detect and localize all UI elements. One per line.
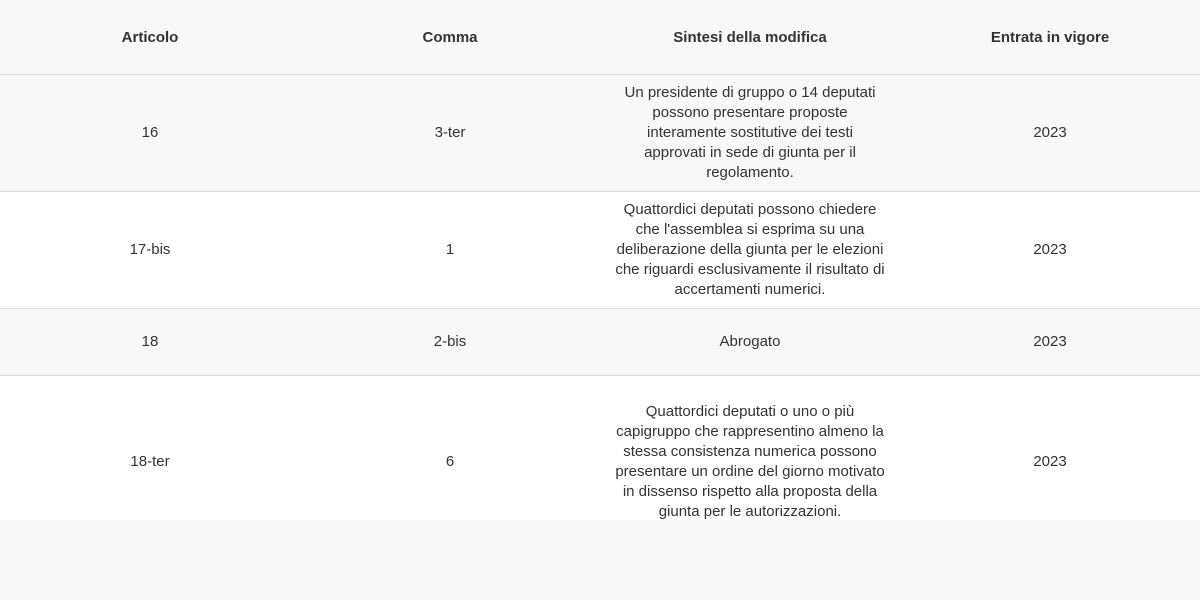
cell-vigore: 2023 (900, 75, 1200, 192)
cell-articolo: 16 (0, 75, 300, 192)
header-entrata-in-vigore: Entrata in vigore (900, 0, 1200, 75)
sintesi-text: Quattordici deputati o uno o più capigruppo che rappresentino almeno la stessa consistenza numerica possono presentare un ordine del giorno motivato in dissenso rispetto alla proposta della giunta per le autorizzazioni. (615, 403, 885, 520)
table-row (0, 192, 1200, 309)
cell-comma: 3-ter (300, 75, 600, 192)
cell-vigore: 2023 (900, 309, 1200, 376)
cell-sintesi (600, 192, 900, 309)
table-row (0, 75, 1200, 192)
header-sintesi: Sintesi della modifica (600, 0, 900, 75)
sintesi-text: Un presidente di gruppo o 14 deputati possono presentare proposte interamente sostitutive dei testi approvati in sede di giunta per il regolamento. (624, 84, 876, 181)
cell-comma: 2-bis (300, 309, 600, 376)
table-header-row (0, 0, 1200, 75)
sintesi-text: Quattordici deputati possono chiedere che l'assemblea si esprima su una deliberazione della giunta per le elezioni che riguardi esclusivamente il risultato di accertamenti numerici. (615, 201, 885, 298)
cell-sintesi (600, 75, 900, 192)
cell-articolo: 18-ter (0, 376, 300, 521)
cell-articolo: 17-bis (0, 192, 300, 309)
cell-vigore: 2023 (900, 192, 1200, 309)
header-articolo: Articolo (0, 0, 300, 75)
cell-articolo: 18 (0, 309, 300, 376)
cell-sintesi (600, 376, 900, 521)
sintesi-text: Abrogato (719, 333, 781, 350)
header-comma: Comma (300, 0, 600, 75)
page-bottom-area (0, 520, 1200, 600)
cell-vigore: 2023 (900, 376, 1200, 521)
cell-sintesi (600, 309, 900, 376)
table-row (0, 309, 1200, 376)
table-row (0, 376, 1200, 521)
cell-comma: 1 (300, 192, 600, 309)
cell-comma: 6 (300, 376, 600, 521)
